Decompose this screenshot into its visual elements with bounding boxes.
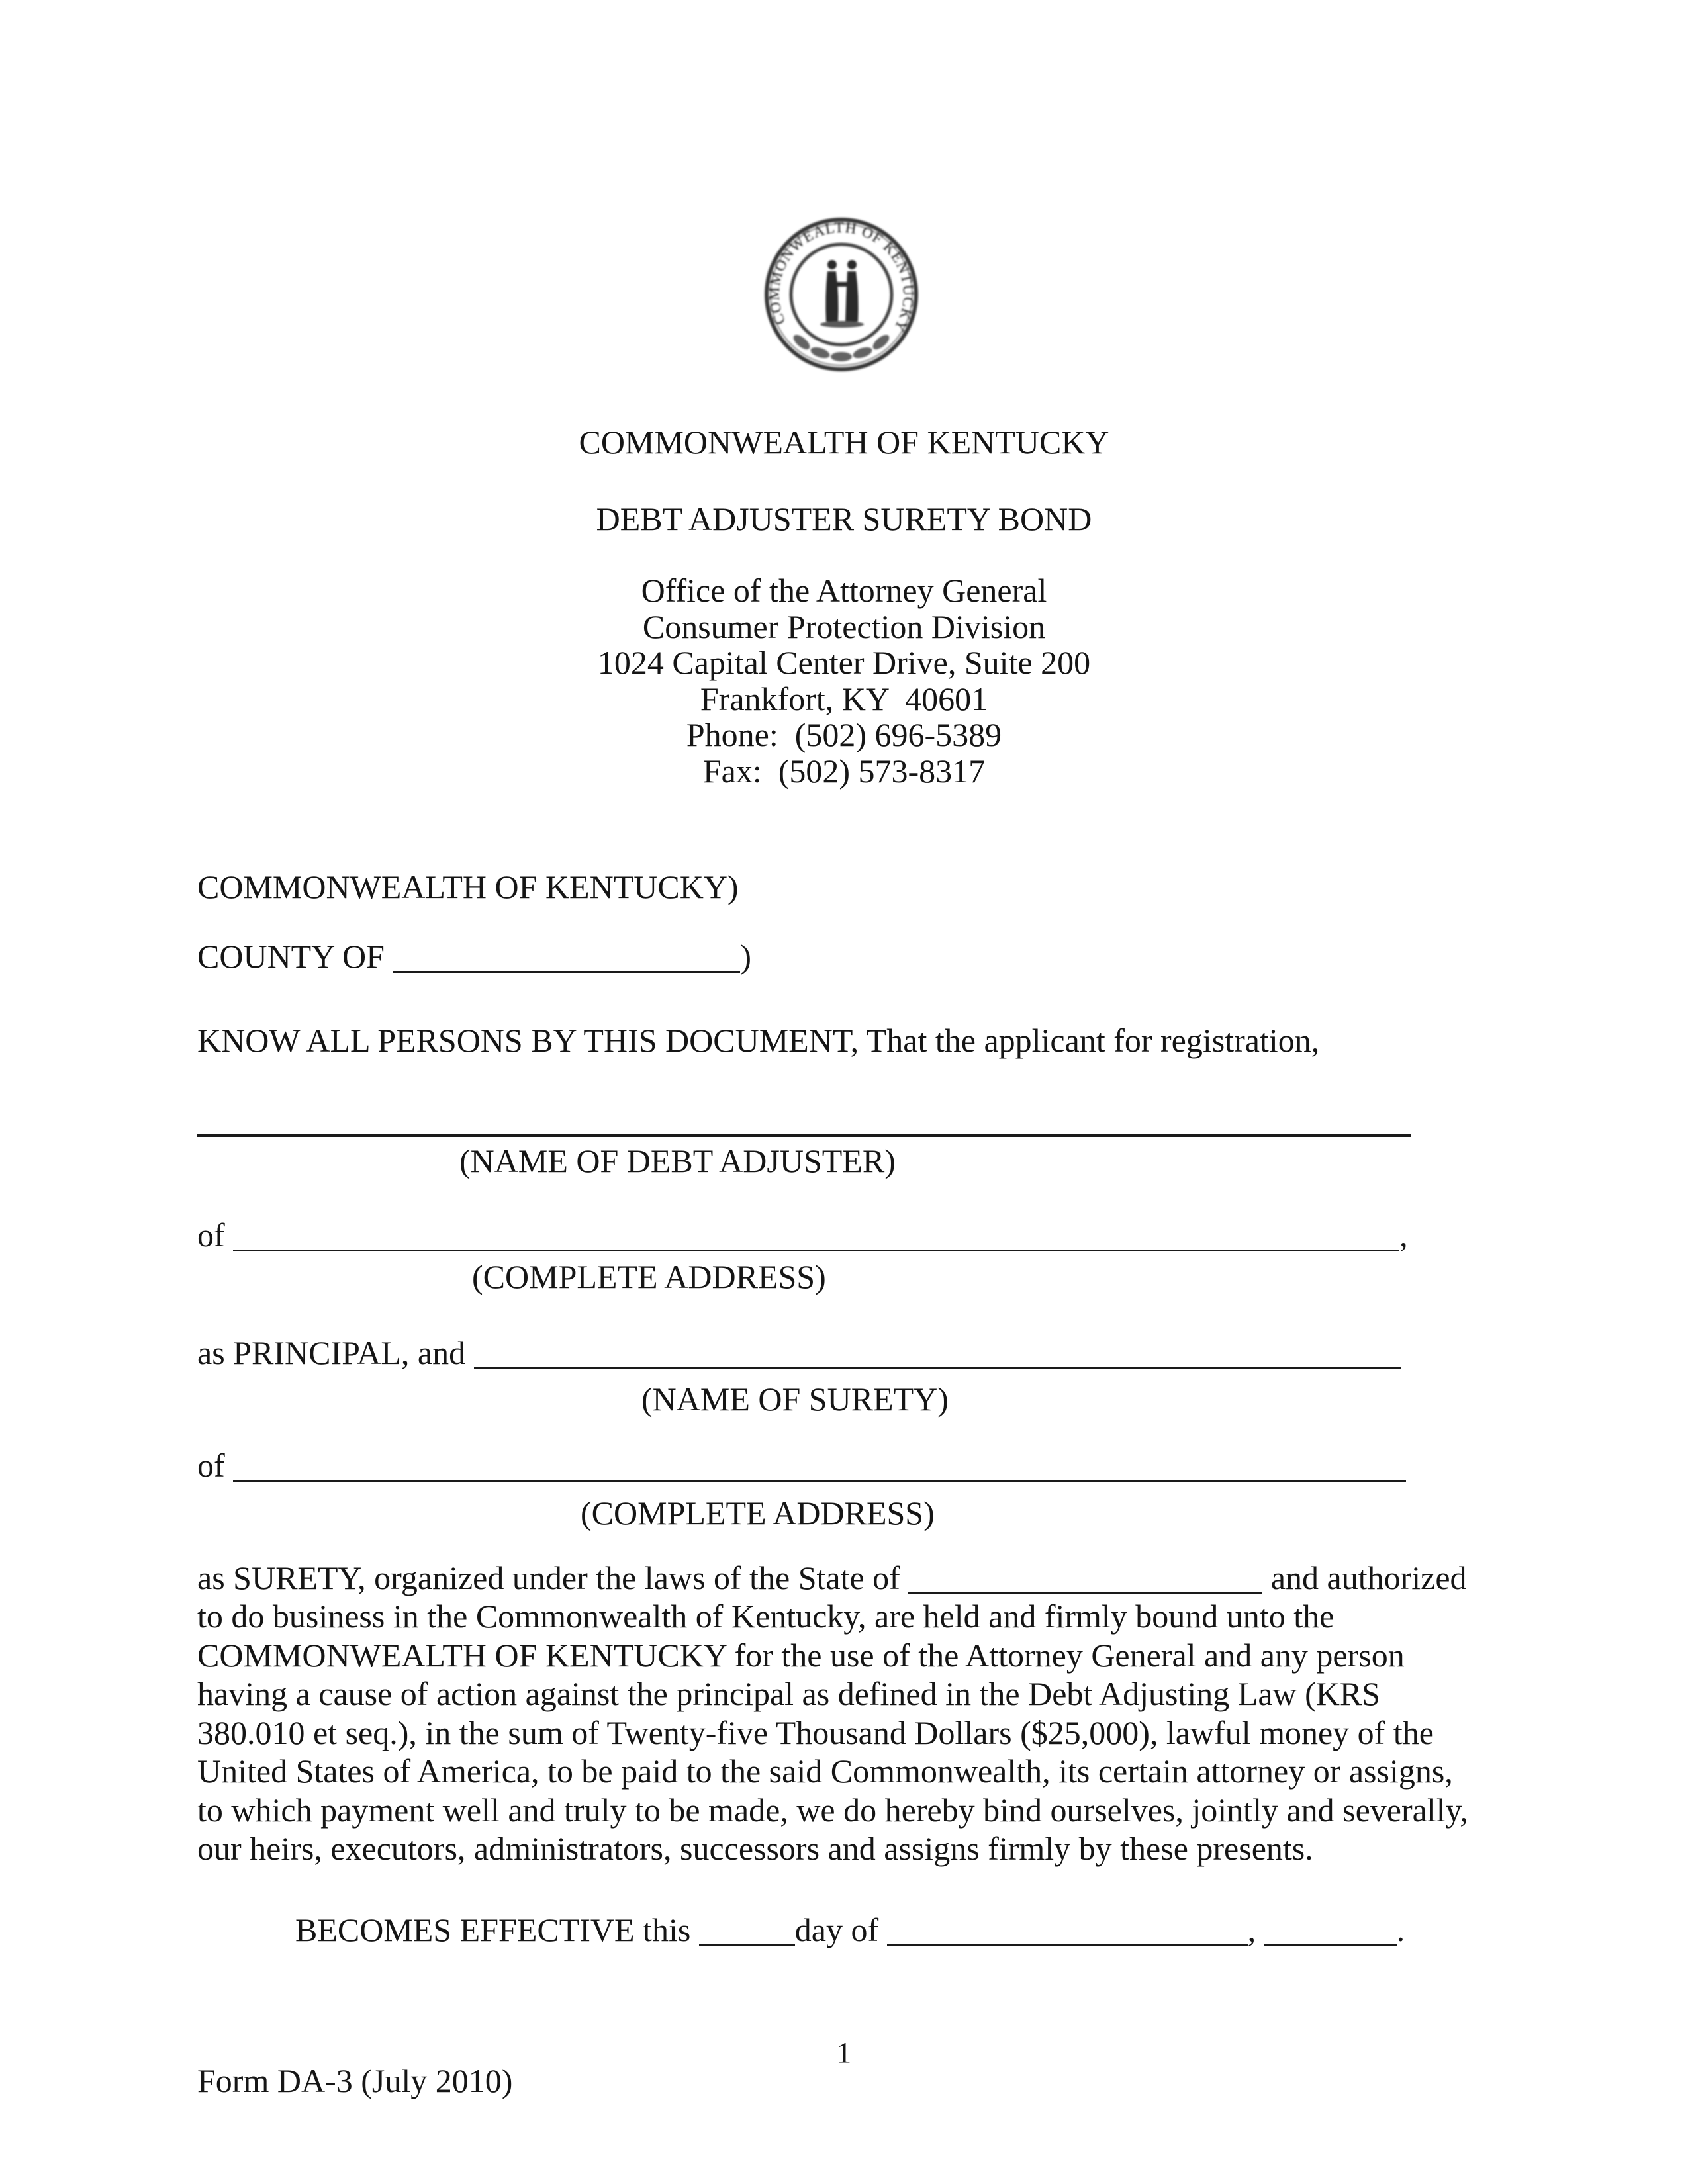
surety-paragraph-line: to do business in the Commonwealth of Kentucky, are held and firmly bound unto the — [197, 1598, 1335, 1635]
comma: , — [1247, 1911, 1256, 1948]
form-identifier: Form DA-3 (July 2010) — [197, 2062, 513, 2099]
venue-county-line — [197, 937, 751, 976]
agency-address-line: 1024 Capital Center Drive, Suite 200 — [597, 644, 1091, 681]
seal-goldenrod-sprigs — [791, 332, 892, 361]
of-label: of — [197, 1447, 225, 1484]
name-of-surety-label: (NAME OF SURETY) — [641, 1381, 949, 1418]
surety-paragraph-line: to which payment well and truly to be made, we do hereby bind ourselves, jointly and severally, — [197, 1791, 1468, 1829]
period: . — [1396, 1911, 1405, 1948]
agency-address-line: Fax: (502) 573-8317 — [702, 752, 986, 790]
surety-paragraph-line1 — [197, 1559, 1467, 1597]
surety-paragraph-prefix: as SURETY, organized under the laws of the State of — [197, 1559, 900, 1596]
surety-paragraph-line: our heirs, executors, administrators, successors and assigns firmly by these presents. — [197, 1830, 1313, 1867]
of-label: of — [197, 1216, 225, 1253]
surety-address-blank[interactable] — [233, 1476, 1406, 1482]
county-label: COUNTY OF — [197, 938, 385, 975]
surety-paragraph-line: having a cause of action against the principal as defined in the Debt Adjusting Law (KRS — [197, 1675, 1381, 1712]
effective-day-blank[interactable] — [699, 1940, 795, 1946]
agency-address-line: Office of the Attorney General — [641, 572, 1047, 609]
as-principal-and-label: as PRINCIPAL, and — [197, 1334, 466, 1371]
becomes-effective-label: BECOMES EFFECTIVE this — [295, 1911, 691, 1948]
debt-adjuster-name-blank[interactable] — [197, 1134, 1411, 1137]
agency-address-block — [0, 572, 1688, 789]
principal-address-line — [197, 1216, 1408, 1254]
venue-state-line: COMMONWEALTH OF KENTUCKY) — [197, 868, 739, 905]
form-title: DEBT ADJUSTER SURETY BOND — [596, 500, 1092, 537]
complete-address-label: (COMPLETE ADDRESS) — [472, 1258, 826, 1295]
page-number: 1 — [837, 2036, 851, 2069]
name-of-debt-adjuster-label: (NAME OF DEBT ADJUSTER) — [459, 1142, 896, 1179]
effective-month-blank[interactable] — [887, 1940, 1248, 1946]
state-of-organization-blank[interactable] — [908, 1588, 1262, 1594]
county-close-paren: ) — [740, 938, 752, 975]
county-name-blank[interactable] — [393, 967, 740, 973]
effective-year-blank[interactable] — [1264, 1940, 1397, 1946]
agency-address-line: Consumer Protection Division — [642, 608, 1046, 645]
surety-paragraph-line: United States of America, to be paid to the said Commonwealth, its certain attorney or assigns, — [197, 1752, 1453, 1790]
know-all-clause: KNOW ALL PERSONS BY THIS DOCUMENT, That the applicant for registration, — [197, 1022, 1320, 1059]
surety-paragraph-body — [197, 1597, 1495, 1868]
surety-name-blank[interactable] — [474, 1363, 1401, 1369]
svg-text:COMMONWEALTH OF KENTUCKY — [766, 219, 917, 335]
seal-two-figures — [820, 260, 864, 328]
page-title: COMMONWEALTH OF KENTUCKY — [579, 424, 1109, 461]
comma: , — [1399, 1216, 1408, 1253]
agency-address-line: Frankfort, KY 40601 — [700, 680, 988, 717]
surety-paragraph-line: 380.010 et seq.), in the sum of Twenty-five Thousand Dollars ($25,000), lawful money of the — [197, 1713, 1434, 1751]
day-of-label: day of — [794, 1911, 879, 1948]
surety-address-line — [197, 1446, 1406, 1484]
becomes-effective-line — [295, 1911, 1405, 1949]
surety-paragraph-suffix: and authorized — [1270, 1559, 1467, 1596]
surety-paragraph-line: COMMONWEALTH OF KENTUCKY for the use of the Attorney General and any person — [197, 1636, 1405, 1674]
kentucky-state-seal — [761, 217, 922, 373]
agency-address-line: Phone: (502) 696-5389 — [686, 716, 1002, 753]
seal-ring-text: COMMONWEALTH OF KENTUCKY — [765, 218, 917, 336]
complete-address-label: (COMPLETE ADDRESS) — [581, 1494, 935, 1531]
principal-address-blank[interactable] — [233, 1246, 1399, 1251]
principal-surety-line — [197, 1334, 1401, 1372]
